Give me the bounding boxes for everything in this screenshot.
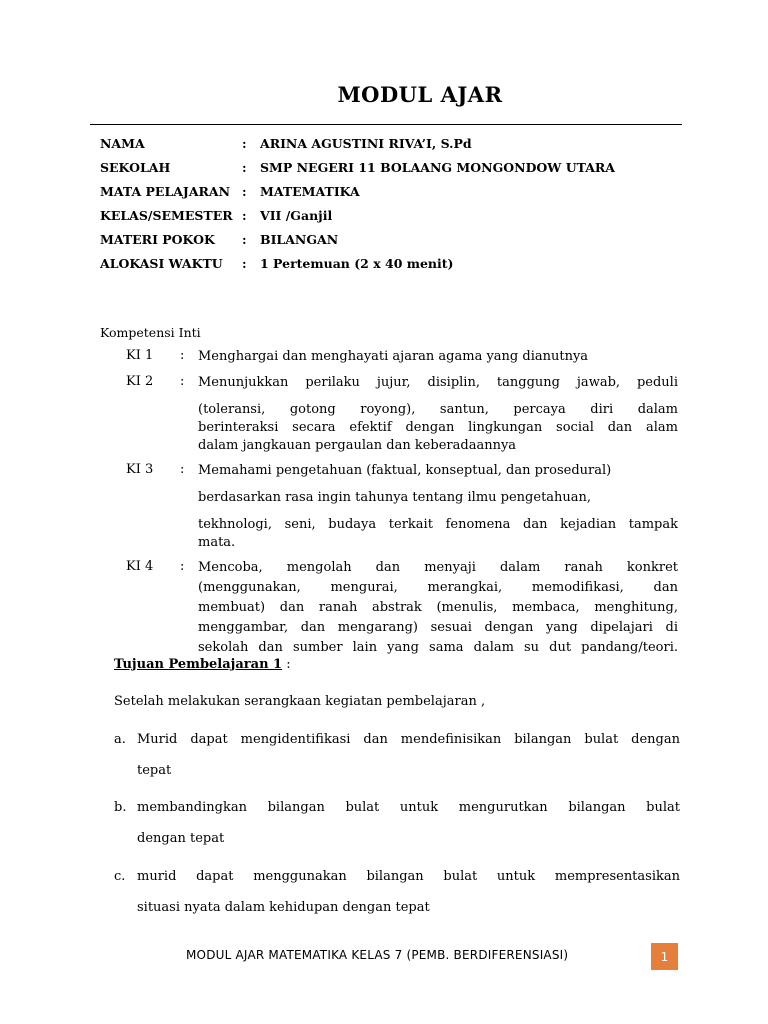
ki-line: mata. (198, 535, 236, 550)
objective-letter: a. (114, 732, 126, 747)
identity-row-sekolah (100, 160, 700, 184)
ki-line: berdasarkan rasa ingin tahunya tentang ilmu pengetahuan, (198, 490, 592, 505)
ki-text (198, 559, 678, 657)
ki-line: (toleransi, gotong royong), santun, percaya diri dalam (198, 402, 678, 417)
ki-colon: : (180, 559, 185, 574)
ki-text (198, 462, 678, 552)
objective-line: Murid dapat mengidentifikasi dan mendefinisikan bilangan bulat dengan (137, 732, 680, 747)
document-title: MODUL AJAR (337, 82, 503, 107)
tujuan-heading (114, 657, 291, 672)
page-footer: MODUL AJAR MATEMATIKA KELAS 7 (PEMB. BERDIFERENSIASI) (186, 948, 569, 962)
ki-text (198, 374, 678, 455)
ki-line: berinteraksi secara efektif dengan lingkungan social dan alam (198, 420, 678, 435)
ki-line: Mencoba, mengolah dan menyaji dalam ranah konkret (198, 560, 678, 575)
identity-value: BILANGAN (260, 232, 339, 247)
objective-line: tepat (137, 763, 172, 778)
ki-line: tekhnologi, seni, budaya terkait fenomena dan kejadian tampak (198, 517, 678, 532)
identity-row-mata-pelajaran (100, 184, 700, 208)
ki-line: Memahami pengetahuan (faktual, konseptual, dan prosedural) (198, 463, 612, 478)
objective-line: membandingkan bilangan bulat untuk mengurutkan bilangan bulat (137, 800, 680, 815)
ki-code: KI 1 (126, 348, 154, 363)
identity-colon: : (242, 184, 247, 199)
identity-colon: : (242, 136, 247, 151)
identity-colon: : (242, 160, 247, 175)
objective-line: murid dapat menggunakan bilangan bulat untuk mempresentasikan (137, 869, 680, 884)
identity-label: MATA PELAJARAN (100, 184, 231, 199)
identity-row-kelas-semester (100, 208, 700, 232)
tujuan-heading-text: Tujuan Pembelajaran 1 (114, 657, 283, 672)
page-number-badge: 1 (651, 943, 678, 970)
kompetensi-inti-heading: Kompetensi Inti (100, 325, 201, 340)
identity-colon: : (242, 256, 247, 271)
ki-colon: : (180, 462, 185, 477)
identity-label: KELAS/SEMESTER (100, 208, 233, 223)
identity-value: SMP NEGERI 11 BOLAANG MONGONDOW UTARA (260, 160, 615, 175)
ki-line: sekolah dan sumber lain yang sama dalam su dut pandang/teori. (198, 640, 678, 655)
objective-letter: b. (114, 800, 127, 815)
ki-text (198, 348, 678, 366)
ki-colon: : (180, 374, 185, 389)
identity-value: ARINA AGUSTINI RIVA’I, S.Pd (260, 136, 472, 151)
ki-line: Menghargai dan menghayati ajaran agama yang dianutnya (198, 349, 589, 364)
identity-label: MATERI POKOK (100, 232, 215, 247)
objective-line: dengan tepat (137, 831, 225, 846)
ki-code: KI 2 (126, 374, 154, 389)
identity-label: ALOKASI WAKTU (100, 256, 223, 271)
title-divider (90, 124, 682, 125)
identity-row-materi-pokok (100, 232, 700, 256)
ki-colon: : (180, 348, 185, 363)
identity-table (100, 136, 700, 280)
ki-line: membuat) dan ranah abstrak (menulis, membaca, menghitung, (198, 600, 678, 615)
identity-value: MATEMATIKA (260, 184, 360, 199)
ki-line: menggambar, dan mengarang) sesuai dengan yang dipelajari di (198, 620, 678, 635)
ki-line: Menunjukkan perilaku jujur, disiplin, tanggung jawab, peduli (198, 375, 678, 390)
ki-line: dalam jangkauan pergaulan dan keberadaannya (198, 438, 517, 453)
objective-letter: c. (114, 869, 126, 884)
identity-colon: : (242, 208, 247, 223)
identity-colon: : (242, 232, 247, 247)
tujuan-intro: Setelah melakukan serangkaan kegiatan pembelajaran , (114, 694, 486, 709)
identity-row-alokasi-waktu (100, 256, 700, 280)
identity-label: NAMA (100, 136, 145, 151)
identity-row-nama (100, 136, 700, 160)
ki-code: KI 3 (126, 462, 154, 477)
identity-value: VII /Ganjil (260, 208, 333, 223)
tujuan-heading-colon: : (282, 657, 291, 672)
ki-line: (menggunakan, mengurai, merangkai, memodifikasi, dan (198, 580, 678, 595)
identity-value: 1 Pertemuan (2 x 40 menit) (260, 256, 454, 271)
objective-line: situasi nyata dalam kehidupan dengan tepat (137, 900, 430, 915)
ki-code: KI 4 (126, 559, 154, 574)
identity-label: SEKOLAH (100, 160, 171, 175)
